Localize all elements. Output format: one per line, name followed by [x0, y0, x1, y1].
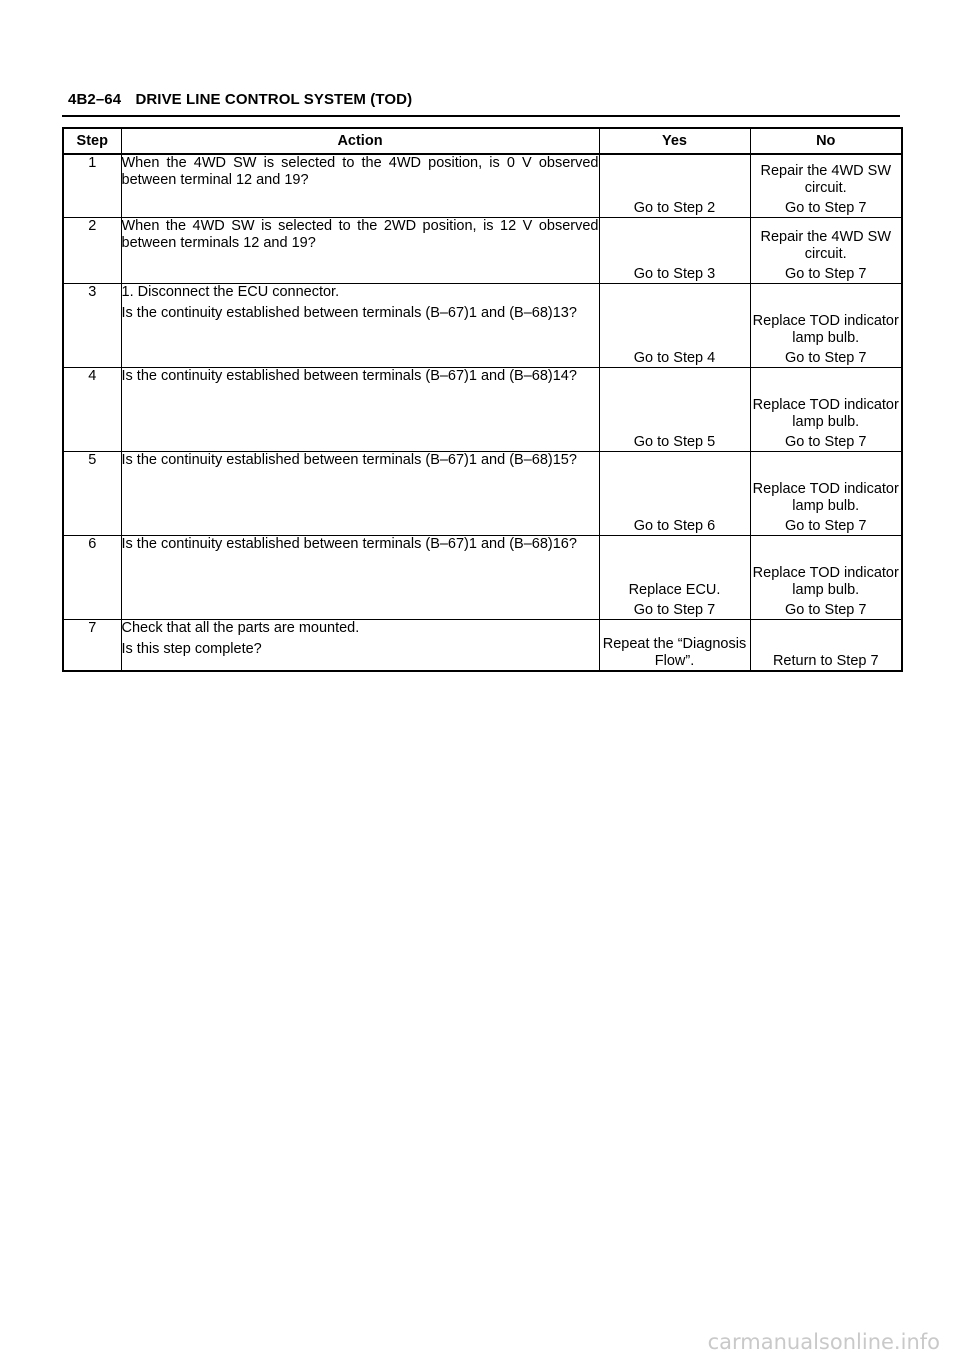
table-row	[63, 451, 902, 535]
no-goto: Go to Step 7	[785, 349, 867, 366]
action-text: When the 4WD SW is selected to the 4WD position, is 0 V observed between terminal 12 and 19?	[121, 155, 599, 188]
yes-goto: Go to Step 6	[633, 517, 716, 534]
action-cell	[121, 283, 599, 367]
yes-cell	[599, 367, 750, 451]
no-cell	[750, 154, 902, 217]
action-text: Is the continuity established between terminals (B–67)1 and (B–68)13?	[121, 304, 577, 321]
yes-cell	[599, 535, 750, 619]
no-goto: Go to Step 7	[785, 601, 867, 618]
yes-action: Repeat the “Diagnosis Flow”.	[602, 636, 747, 669]
action-cell	[121, 217, 599, 283]
no-action: Replace TOD indicator lamp bulb.	[752, 480, 899, 514]
no-action: Replace TOD indicator lamp bulb.	[752, 564, 899, 598]
no-action: Repair the 4WD SW circuit.	[760, 228, 892, 262]
table-row	[63, 619, 902, 671]
column-header-no: No	[750, 128, 902, 154]
action-cell	[121, 154, 599, 217]
header-rule	[62, 115, 900, 117]
yes-action: Replace ECU.	[628, 581, 721, 598]
no-goto: Go to Step 7	[785, 199, 867, 216]
table-row	[63, 367, 902, 451]
table-row	[63, 283, 902, 367]
action-text: When the 4WD SW is selected to the 2WD position, is 12 V observed between terminals 12 and 19?	[121, 217, 599, 251]
step-number: 4	[63, 367, 121, 451]
section-number: 4B2–64	[68, 91, 122, 108]
step-number: 1	[63, 154, 121, 217]
yes-cell	[599, 283, 750, 367]
action-text: 1. Disconnect the ECU connector.	[121, 283, 340, 300]
yes-cell	[599, 217, 750, 283]
action-text: Is the continuity established between terminals (B–67)1 and (B–68)15?	[121, 451, 577, 468]
yes-goto: Go to Step 5	[633, 433, 716, 450]
no-cell	[750, 283, 902, 367]
no-action: Replace TOD indicator lamp bulb.	[752, 396, 899, 430]
action-text: Is this step complete?	[121, 640, 262, 657]
action-text: Is the continuity established between terminals (B–67)1 and (B–68)14?	[121, 367, 577, 384]
column-header-step: Step	[63, 128, 121, 154]
no-cell	[750, 619, 902, 671]
no-cell	[750, 451, 902, 535]
yes-cell	[599, 451, 750, 535]
column-header-action: Action	[121, 128, 599, 154]
yes-goto: Go to Step 2	[633, 199, 716, 216]
yes-goto: Go to Step 7	[633, 601, 716, 618]
action-cell	[121, 367, 599, 451]
action-text: Check that all the parts are mounted.	[121, 619, 360, 636]
yes-cell	[599, 619, 750, 671]
table-row	[63, 154, 902, 217]
no-cell	[750, 535, 902, 619]
no-goto: Go to Step 7	[785, 265, 867, 282]
no-goto: Go to Step 7	[785, 433, 867, 450]
yes-goto: Go to Step 4	[633, 349, 716, 366]
no-goto: Return to Step 7	[772, 653, 879, 669]
yes-goto: Go to Step 3	[633, 265, 716, 282]
step-number: 2	[63, 217, 121, 283]
table-header-row	[63, 128, 902, 154]
table-row	[63, 535, 902, 619]
no-cell	[750, 367, 902, 451]
no-goto: Go to Step 7	[785, 517, 867, 534]
action-cell	[121, 619, 599, 671]
action-cell	[121, 535, 599, 619]
step-number: 7	[63, 619, 121, 671]
no-action: Replace TOD indicator lamp bulb.	[752, 312, 899, 346]
action-text: Is the continuity established between terminals (B–67)1 and (B–68)16?	[121, 535, 577, 552]
page-header	[68, 91, 412, 108]
step-number: 5	[63, 451, 121, 535]
diagnosis-table	[62, 127, 903, 672]
watermark: carmanualsonline.info	[707, 1330, 940, 1354]
action-cell	[121, 451, 599, 535]
page-title: DRIVE LINE CONTROL SYSTEM (TOD)	[135, 91, 413, 108]
step-number: 6	[63, 535, 121, 619]
table-row	[63, 217, 902, 283]
column-header-yes: Yes	[599, 128, 750, 154]
yes-cell	[599, 154, 750, 217]
step-number: 3	[63, 283, 121, 367]
no-cell	[750, 217, 902, 283]
no-action: Repair the 4WD SW circuit.	[760, 162, 892, 196]
